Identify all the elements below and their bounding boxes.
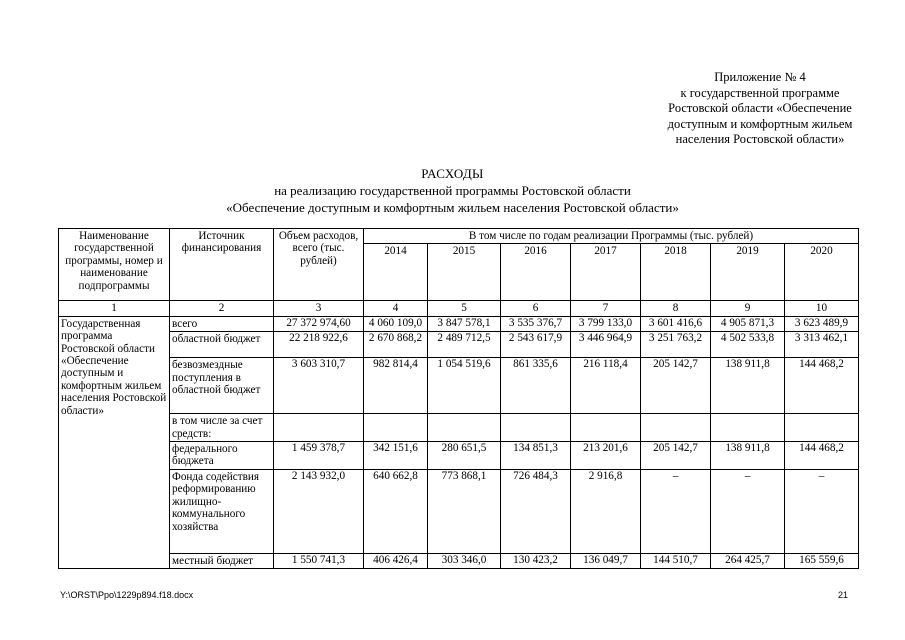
total-cell: 1 550 741,3 — [274, 554, 364, 569]
value-cell: 3 847 578,1 — [428, 316, 501, 331]
source-cell: областной бюджет — [170, 332, 274, 358]
value-cell: 3 623 489,9 — [785, 316, 859, 331]
value-cell: 3 251 763,2 — [641, 332, 711, 358]
value-cell — [428, 414, 501, 442]
value-cell: 264 425,7 — [711, 554, 785, 569]
value-cell: – — [641, 470, 711, 554]
column-number: 5 — [428, 301, 501, 316]
table-row — [59, 470, 859, 554]
document-subtitle-program: «Обеспечение доступным и комфортным жильем населения Ростовской области» — [226, 200, 679, 215]
value-cell: 130 423,2 — [501, 554, 571, 569]
value-cell: 861 335,6 — [501, 358, 571, 414]
header-year: 2014 — [364, 244, 428, 301]
value-cell — [641, 414, 711, 442]
value-cell: 2 670 868,2 — [364, 332, 428, 358]
table-row — [59, 442, 859, 470]
header-row — [59, 229, 859, 244]
value-cell: 144 468,2 — [785, 442, 859, 470]
value-cell — [785, 414, 859, 442]
value-cell: 144 510,7 — [641, 554, 711, 569]
header-year: 2018 — [641, 244, 711, 301]
total-cell: 2 143 932,0 — [274, 470, 364, 554]
source-cell: в том числе за счет средств: — [170, 414, 274, 442]
value-cell: 2 543 617,9 — [501, 332, 571, 358]
value-cell: 773 868,1 — [428, 470, 501, 554]
total-cell: 22 218 922,6 — [274, 332, 364, 358]
value-cell: 2 916,8 — [571, 470, 641, 554]
value-cell: 165 559,6 — [785, 554, 859, 569]
appendix-line: к государственной программе — [680, 85, 840, 100]
value-cell: 406 426,4 — [364, 554, 428, 569]
value-cell: 640 662,8 — [364, 470, 428, 554]
column-number: 2 — [170, 301, 274, 316]
header-year: 2016 — [501, 244, 571, 301]
column-number-row — [59, 301, 859, 316]
column-number: 10 — [785, 301, 859, 316]
value-cell: 342 151,6 — [364, 442, 428, 470]
appendix-line: Ростовской области «Обеспечение — [668, 101, 852, 115]
value-cell: 4 060 109,0 — [364, 316, 428, 331]
total-cell — [274, 414, 364, 442]
table-row — [59, 358, 859, 414]
table-row — [59, 414, 859, 442]
column-number: 7 — [571, 301, 641, 316]
column-number: 6 — [501, 301, 571, 316]
value-cell: 136 049,7 — [571, 554, 641, 569]
column-number: 4 — [364, 301, 428, 316]
table-row — [59, 332, 859, 358]
total-cell: 3 603 310,7 — [274, 358, 364, 414]
value-cell: 216 118,4 — [571, 358, 641, 414]
document-title: РАСХОДЫ — [421, 166, 484, 181]
header-year: 2019 — [711, 244, 785, 301]
column-number: 8 — [641, 301, 711, 316]
header-volume: Объем расходов, всего (тыс. рублей) — [274, 229, 364, 301]
value-cell: 1 054 519,6 — [428, 358, 501, 414]
source-cell: местный бюджет — [170, 554, 274, 569]
value-cell: 138 911,8 — [711, 358, 785, 414]
source-cell: всего — [170, 316, 274, 331]
table-row — [59, 554, 859, 569]
value-cell — [571, 414, 641, 442]
value-cell: 3 313 462,1 — [785, 332, 859, 358]
appendix-line: Приложение № 4 — [714, 70, 806, 84]
value-cell — [501, 414, 571, 442]
value-cell — [364, 414, 428, 442]
value-cell: 3 446 964,9 — [571, 332, 641, 358]
value-cell: – — [785, 470, 859, 554]
column-number: 3 — [274, 301, 364, 316]
value-cell: 280 651,5 — [428, 442, 501, 470]
value-cell: 205 142,7 — [641, 358, 711, 414]
appendix-caption — [600, 70, 905, 148]
value-cell: 4 905 871,3 — [711, 316, 785, 331]
footer-file-path: Y:\ORST\Ppo\1229p894.f18.docx — [60, 590, 194, 600]
source-cell: федерального бюджета — [170, 442, 274, 470]
header-program-name: Наименование государственной программы, номер и наименование подпрограммы — [59, 229, 170, 301]
header-source: Источник финансирования — [170, 229, 274, 301]
document-subtitle: на реализацию государственной программы Ростовской области — [274, 183, 631, 198]
value-cell: 3 601 416,6 — [641, 316, 711, 331]
table-row — [59, 316, 859, 331]
value-cell: – — [711, 470, 785, 554]
header-year: 2017 — [571, 244, 641, 301]
value-cell: 726 484,3 — [501, 470, 571, 554]
value-cell: 138 911,8 — [711, 442, 785, 470]
appendix-line: доступным и комфортным жильем — [667, 116, 853, 131]
column-number: 9 — [711, 301, 785, 316]
footer-page-number: 21 — [838, 590, 849, 600]
source-cell: безвозмездные поступления в областной бюджет — [170, 358, 274, 414]
expenses-table — [58, 228, 859, 569]
header-year: 2015 — [428, 244, 501, 301]
value-cell: 4 502 533,8 — [711, 332, 785, 358]
total-cell: 27 372 974,60 — [274, 316, 364, 331]
value-cell: 144 468,2 — [785, 358, 859, 414]
value-cell: 303 346,0 — [428, 554, 501, 569]
value-cell: 3 535 376,7 — [501, 316, 571, 331]
value-cell — [711, 414, 785, 442]
value-cell: 2 489 712,5 — [428, 332, 501, 358]
appendix-line: населения Ростовской области» — [675, 132, 845, 146]
total-cell: 1 459 378,7 — [274, 442, 364, 470]
source-cell: Фонда содействия реформированию жилищно-коммунального хозяйства — [170, 470, 274, 554]
column-number: 1 — [59, 301, 170, 316]
value-cell: 134 851,3 — [501, 442, 571, 470]
program-name-cell: Государственная программа Ростовской области «Обеспечение доступным и комфортным жильем населения Ростовской области» — [59, 316, 170, 569]
value-cell: 3 799 133,0 — [571, 316, 641, 331]
header-years-group: В том числе по годам реализации Программы (тыс. рублей) — [364, 229, 859, 244]
value-cell: 205 142,7 — [641, 442, 711, 470]
value-cell: 213 201,6 — [571, 442, 641, 470]
header-year: 2020 — [785, 244, 859, 301]
value-cell: 982 814,4 — [364, 358, 428, 414]
